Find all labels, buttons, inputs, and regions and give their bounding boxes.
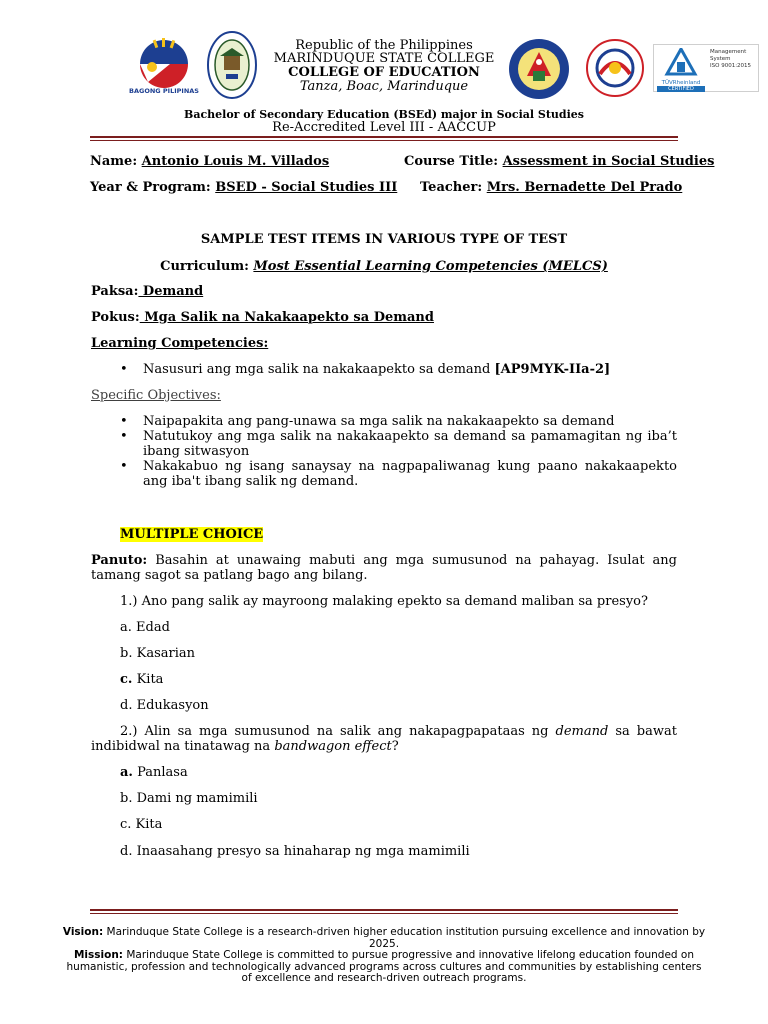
paksa-value: Demand: [138, 284, 204, 299]
vision-statement: [60, 927, 708, 950]
q1-option-d: [120, 698, 209, 713]
header-accreditation: Re-Accredited Level III - AACCUP: [272, 120, 496, 135]
q2-emphasis: demand: [555, 724, 609, 739]
bullet-icon: •: [120, 414, 128, 429]
instructions: [91, 553, 677, 583]
option-letter: d.: [120, 698, 133, 713]
lc-text: Nasusuri ang mga salik na nakakaapekto sa demand: [143, 362, 495, 377]
option-text: Edukasyon: [132, 698, 209, 713]
q2-option-d: [120, 844, 470, 859]
name-label: Name:: [90, 154, 138, 169]
header-college-name: MARINDUQUE STATE COLLEGE: [273, 51, 495, 66]
learning-competencies-label: Learning Competencies:: [91, 336, 269, 351]
q2-option-c: [120, 817, 162, 832]
q2-option-a: [120, 765, 188, 780]
curriculum-line: [0, 259, 768, 274]
curriculum-label: Curriculum:: [160, 259, 249, 274]
vision-label: Vision:: [62, 926, 104, 938]
mission-label: Mission:: [73, 949, 124, 961]
document-title: SAMPLE TEST ITEMS IN VARIOUS TYPE OF TEST: [200, 232, 568, 247]
curriculum-value: Most Essential Learning Competencies (MELCS): [253, 259, 608, 274]
lc-code: [AP9MYK-IIa-2]: [494, 362, 611, 377]
option-letter: a.: [120, 765, 133, 780]
objective-item: [120, 459, 677, 489]
question-2: [91, 724, 677, 754]
header-republic: Republic of the Philippines: [295, 38, 473, 53]
learning-competency-item: [120, 362, 677, 377]
q2-text: sa bawat indibidwal na tinatawag na: [91, 724, 677, 754]
course-field: [404, 154, 714, 169]
bullet-icon: •: [120, 362, 128, 377]
header-department: COLLEGE OF EDUCATION: [288, 65, 480, 80]
paksa-label: Paksa:: [91, 284, 139, 299]
instructions-text: Basahin at unawaing mabuti ang mga sumusunod na pahayag. Isulat ang tamang sagot sa patlang bago ang bilang.: [91, 553, 677, 583]
paksa-line: [91, 284, 203, 299]
option-text: Inaasahang presyo sa hinaharap ng mga mamimili: [132, 844, 470, 859]
footer-divider: [90, 909, 678, 914]
option-letter: b.: [120, 791, 133, 806]
cert-line-3: ISO 9001:2015: [710, 63, 752, 69]
option-letter: c.: [120, 672, 133, 687]
objective-text: Naipapakita ang pang-unawa sa mga salik na nakakaapekto sa demand: [143, 414, 615, 429]
option-text: Dami ng mamimili: [132, 791, 258, 806]
year-program-label: Year & Program:: [90, 180, 211, 195]
instructions-label: Panuto:: [91, 553, 148, 568]
header-address: Tanza, Boac, Marinduque: [299, 79, 469, 94]
q2-option-b: [120, 791, 258, 806]
objective-text: Nakakabuo ng isang sanaysay na nagpapaliwanag kung paano nakakaapekto ang iba't ibang salik ng demand.: [143, 459, 677, 489]
option-letter: a.: [120, 620, 132, 635]
section-title: [120, 527, 263, 542]
pokus-value: Mga Salik na Nakakaapekto sa Demand: [139, 310, 434, 325]
question-1: 1.) Ano pang salik ay mayroong malaking epekto sa demand maliban sa presyo?: [120, 594, 648, 609]
year-program-field: [90, 180, 397, 195]
option-text: Panlasa: [132, 765, 188, 780]
header-divider: [90, 136, 678, 141]
pokus-label: Pokus:: [91, 310, 140, 325]
option-text: Kasarian: [132, 646, 195, 661]
mission-statement: [60, 950, 708, 985]
q2-emphasis: bandwagon effect: [274, 739, 392, 754]
teacher-value: Mrs. Bernadette Del Prado: [486, 180, 683, 195]
section-title-text: MULTIPLE CHOICE: [120, 527, 264, 542]
objective-text: Natutukoy ang mga salik na nakakaapekto sa demand sa pamamagitan ng iba’t ibang sitwasyon: [143, 429, 677, 459]
option-text: Kita: [131, 817, 163, 832]
pokus-line: [91, 310, 434, 325]
cert-line-2: System: [710, 56, 731, 62]
bagong-pilipinas-text: BAGONG PILIPINAS: [129, 87, 199, 95]
bullet-icon: •: [120, 459, 128, 474]
certified-badge: CERTIFIED: [657, 86, 705, 92]
vision-text: Marinduque State College is a research-driven higher education institution pursuing excellence and innovation by 2025.: [103, 926, 706, 950]
tuv-brand-text: TÜVRheinland: [661, 80, 701, 86]
teacher-field: [420, 180, 682, 195]
name-field: [90, 154, 329, 169]
option-letter: b.: [120, 646, 133, 661]
q2-text: ?: [391, 739, 399, 754]
header-program: Bachelor of Secondary Education (BSEd) major in Social Studies: [184, 108, 584, 121]
q1-option-a: [120, 620, 170, 635]
option-text: Edad: [131, 620, 170, 635]
mission-text: Marinduque State College is committed to pursue progressive and innovative lifelong education founded on humanistic, profession and technologically advanced programs across cultures and communities by establishing centers of excellence and research-driven outreach programs.: [66, 949, 702, 984]
q1-option-b: [120, 646, 195, 661]
bullet-icon: •: [120, 429, 128, 444]
option-text: Kita: [132, 672, 164, 687]
specific-objectives-label: Specific Objectives:: [91, 388, 221, 403]
option-letter: c.: [120, 817, 132, 832]
q2-text: 2.) Alin sa mga sumusunod na salik ang nakapagpapataas ng: [120, 724, 556, 739]
course-label: Course Title:: [404, 154, 499, 169]
objective-item: [120, 414, 677, 429]
q1-option-c: [120, 672, 163, 687]
course-value: Assessment in Social Studies: [502, 154, 715, 169]
cert-line-1: Management: [710, 49, 747, 55]
objective-item: [120, 429, 677, 459]
year-program-value: BSED - Social Studies III: [215, 180, 398, 195]
name-value: Antonio Louis M. Villados: [141, 154, 330, 169]
option-letter: d.: [120, 844, 133, 859]
teacher-label: Teacher:: [420, 180, 483, 195]
